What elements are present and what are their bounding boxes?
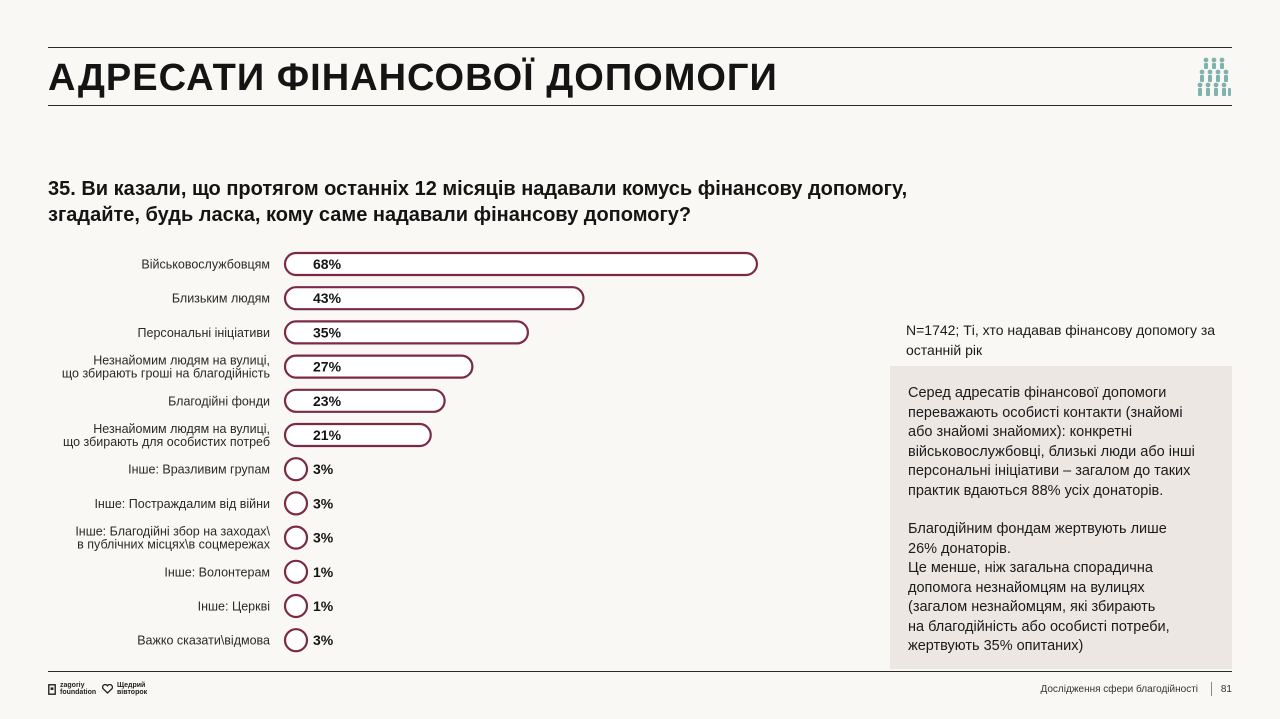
value-label-0: 68% [313,256,342,272]
bar-4 [285,390,445,412]
top-rule [48,47,1232,48]
category-label-7 [94,497,270,511]
category-label-line: Військовослужбовцям [141,257,270,272]
value-label-1: 43% [313,290,342,307]
category-label-line: Незнайомим людям на вулиці, [93,353,270,368]
category-label-line: Інше: Постраждалим від війни [94,496,270,511]
bar-6 [285,458,307,480]
footer-rule [48,671,1232,672]
foundation-mark-icon [48,684,56,695]
category-label-2 [138,326,270,340]
heart-icon [102,684,113,694]
page-title: АДРЕСАТИ ФІНАНСОВОЇ ДОПОМОГИ [48,57,778,99]
bar-10 [285,595,307,617]
bar-9 [285,561,307,583]
brand1-line1: zagoriy [60,682,85,689]
value-label-8: 3% [313,529,334,546]
title-underline [48,105,1232,106]
survey-question: 35. Ви казали, що протягом останніх 12 місяців надавали комусь фінансову допомогу, згадайте, будь ласка, кому саме надавали фінансову допомогу? [48,178,908,226]
category-label-9 [164,565,270,579]
category-label-3 [62,354,270,381]
value-label-9: 1% [313,563,334,580]
category-label-0 [141,258,270,272]
category-label-6 [128,463,270,477]
value-label-6: 3% [313,461,334,478]
brand1-line2: foundation [60,689,97,696]
category-label-5 [63,422,270,449]
category-label-8 [75,525,270,552]
bar-0 [285,253,757,275]
insight-panel [890,366,1232,669]
category-label-line: що збирають гроші на благодійність [61,366,270,381]
category-label-line: Інше: Благодійні збор на заходах\ [75,524,270,539]
value-label-4: 23% [313,392,342,409]
bar-7 [285,492,307,514]
category-label-line: Благодійні фонди [168,394,270,409]
value-label-2: 35% [313,324,342,341]
value-label-10: 1% [313,598,334,614]
category-label-11 [137,634,270,648]
category-label-line: Інше: Волонтерам [164,565,270,580]
bar-11 [285,629,307,651]
bar-chart [0,240,800,660]
category-label-10 [198,600,270,614]
category-label-line: Близьким людям [171,291,270,306]
category-label-line: Незнайомим людям на вулиці, [93,422,270,436]
value-label-7: 3% [313,495,334,512]
footer-separator [1211,682,1212,696]
category-label-line: Інше: Вразливим групам [128,462,270,477]
bar-8 [285,527,307,549]
insight-paragraph-2: Благодійним фондам жертвують лише 26% донаторів. Це менше, ніж загальна спорадична допомога незнайомцям на вулицях (загалом незнайомцям, які збирають на благодійність або особисті потреби, жертвують 35% опитаних) [908,521,1170,654]
zagoriy-foundation-logo [48,682,96,696]
report-title: Дослідження сфери благодійності [1040,684,1198,695]
category-label-line: Інше: Церкві [197,599,270,614]
category-label-line: що збирають для особистих потреб [62,435,270,449]
sample-note: N=1742; Ті, хто надавав фінансову допомогу за останній рік [906,322,1216,358]
giving-tuesday-logo [102,682,147,696]
category-label-line: Персональні ініціативи [137,325,270,340]
value-label-5: 21% [313,427,342,443]
category-label-line: Важко сказати\відмова [137,633,270,648]
insight-paragraph-1: Серед адресатів фінансової допомоги переважають особисті контакти (знайомі або знайомі знайомих): конкретні військовослужбовці, близькі люди або інші персональні ініціативи – загалом до таких практик вдаються 88% усіх донаторів. [908,385,1195,499]
footer [48,679,1232,703]
brand2-line2: вівторок [117,689,148,696]
value-label-3: 27% [313,358,342,375]
value-label-11: 3% [313,632,334,649]
category-label-4 [168,394,270,408]
category-label-1 [172,292,270,306]
category-label-line: в публічних місцях\в соцмережах [77,537,270,552]
people-crowd-icon [1196,56,1232,98]
bar-5 [285,424,431,446]
brand2-line1: Щедрий [117,682,146,689]
page-number: 81 [1220,684,1232,695]
